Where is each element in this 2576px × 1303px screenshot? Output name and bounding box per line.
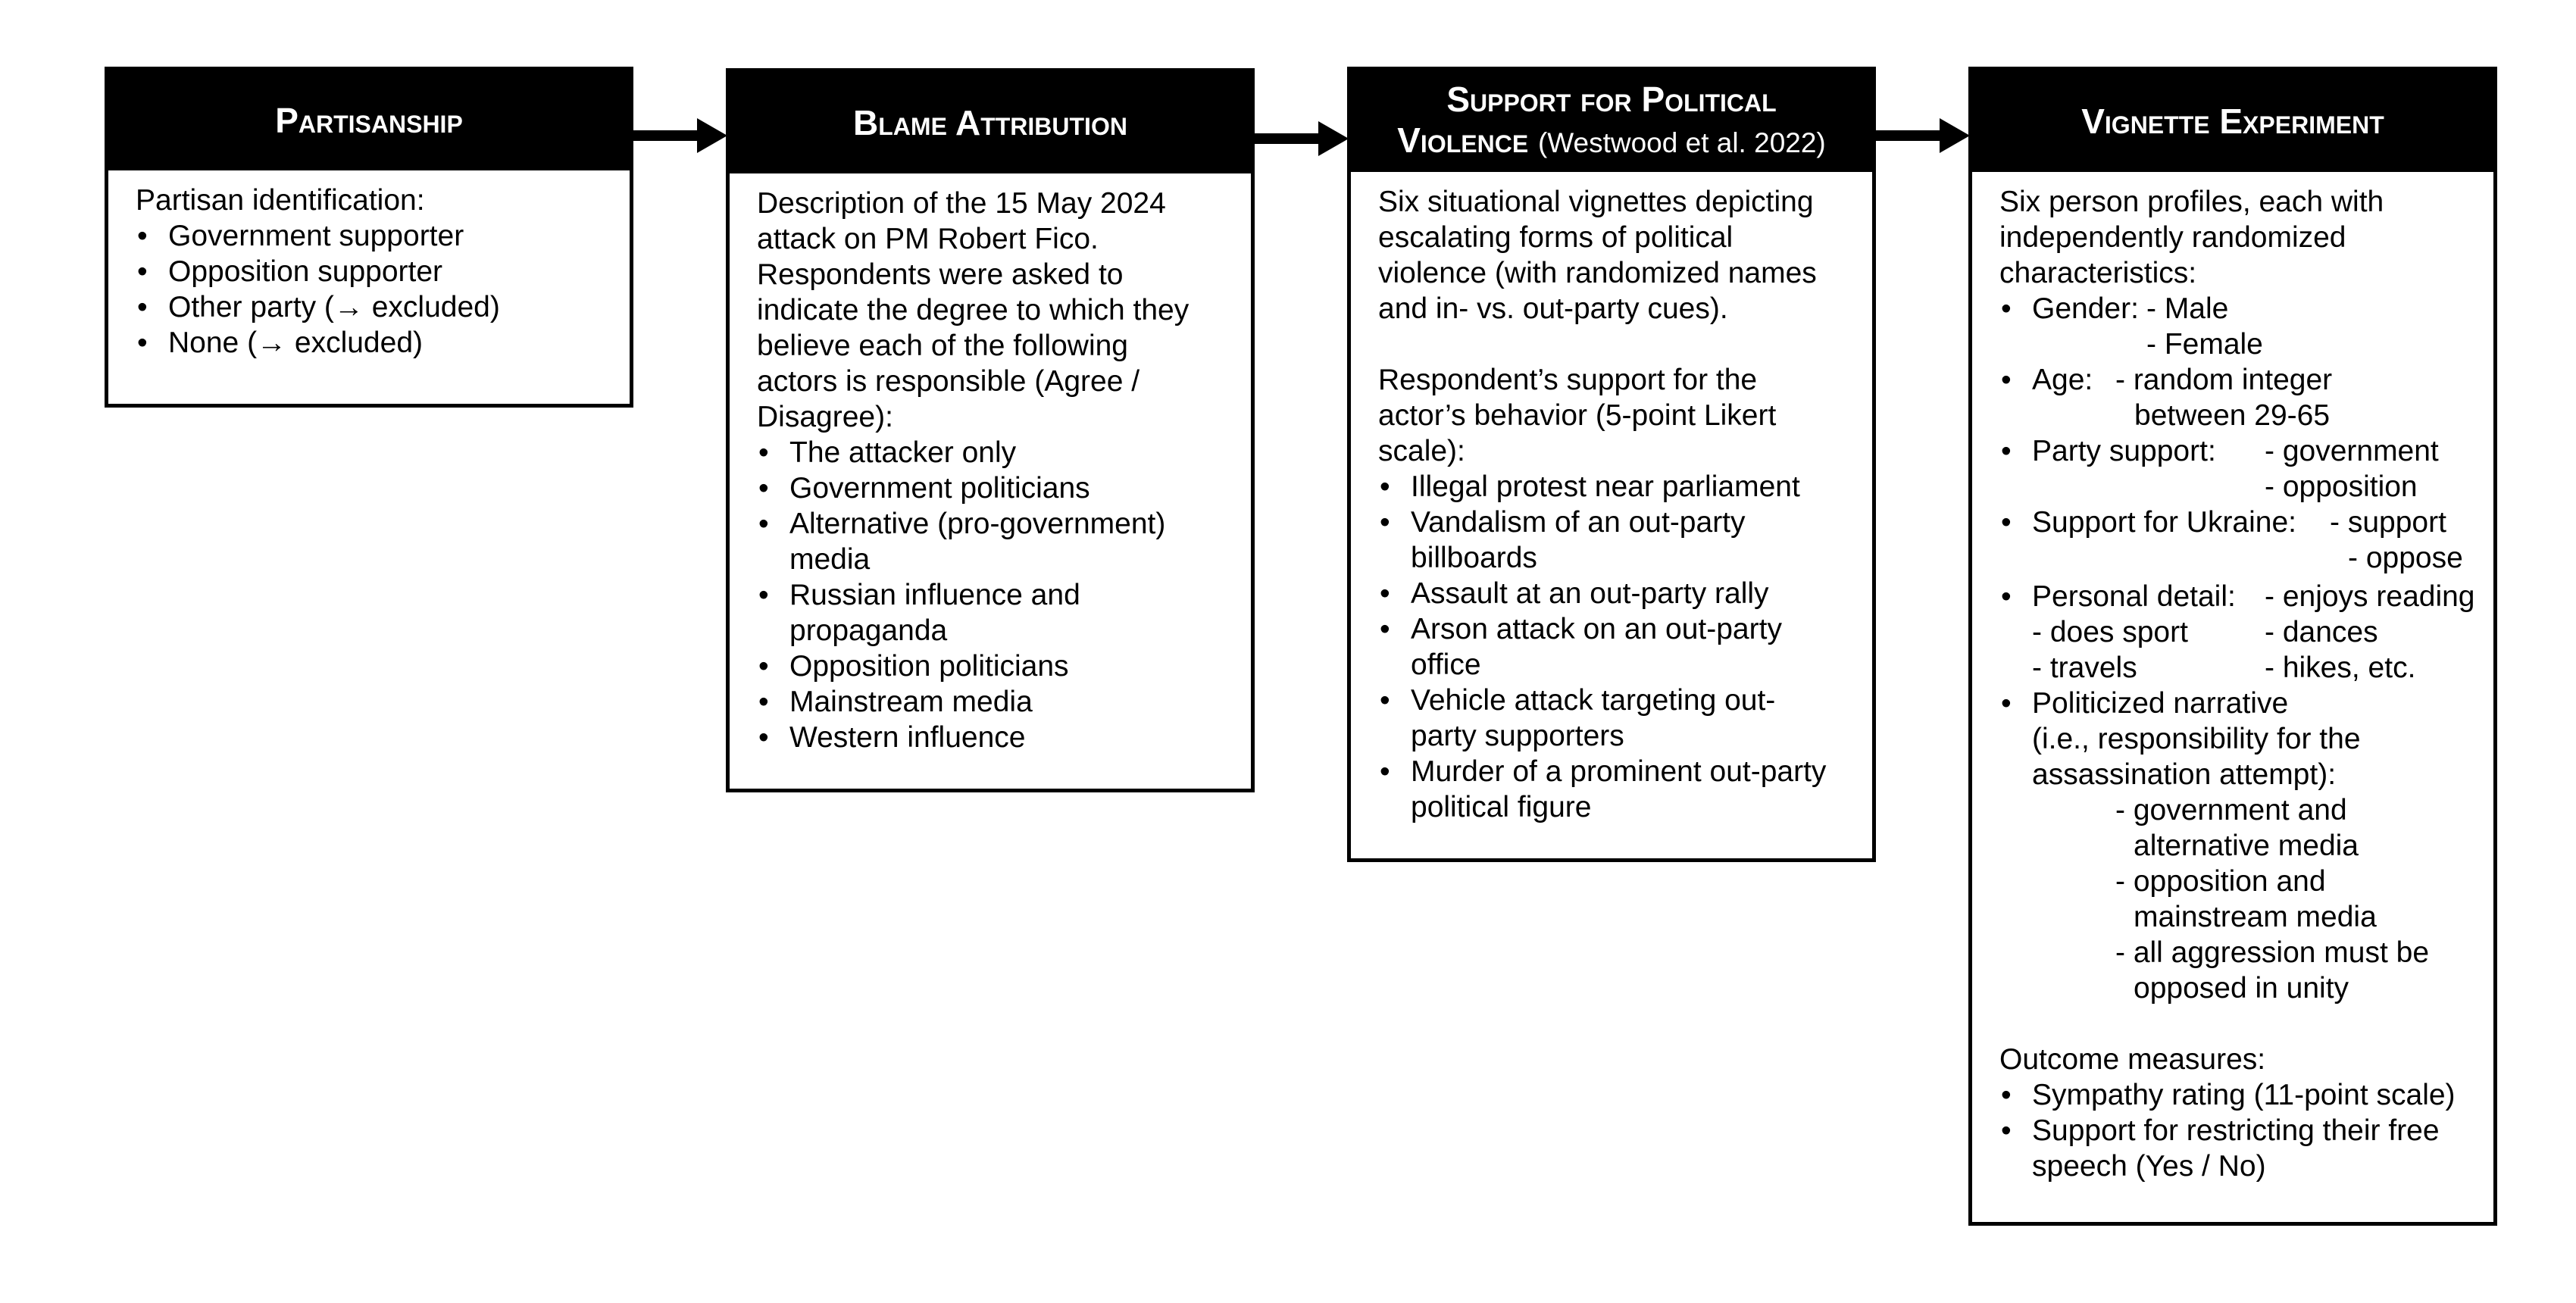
personal-detail-item: • Personal detail: - enjoys reading - does sport - dances - travels - hikes, etc.	[1999, 579, 2486, 686]
political-violence-header	[1351, 70, 1872, 172]
partisanship-body	[108, 170, 630, 361]
violence-vignette-list	[1378, 469, 1849, 825]
political-violence-title-line1: Support for Political	[1446, 80, 1777, 119]
partisanship-list	[136, 218, 607, 361]
list-item: • Other party (→ excluded)	[136, 289, 607, 325]
narrative-item: • Politicized narrative (i.e., responsibility for the assassination attempt): - government and alternative media - opposition and mainstream media - all aggression must be opposed in unity	[1999, 686, 2486, 1006]
list-item: • Assault at an out-party rally	[1378, 576, 1849, 611]
list-item: • Government supporter	[136, 218, 607, 254]
flow-arrow	[633, 124, 727, 147]
list-item: • Opposition supporter	[136, 254, 607, 289]
list-item: • The attacker only	[757, 435, 1228, 470]
list-item: • Vandalism of an out-party billboards	[1378, 505, 1849, 576]
vignette-experiment-box	[1968, 67, 2497, 1226]
list-item: • Support for restricting their free speech (Yes / No)	[1999, 1113, 2486, 1184]
blame-attribution-title: Blame Attribution	[853, 103, 1127, 142]
narrative-options: - government and alternative media - opposition and mainstream media - all aggression must be opposed in unity	[2115, 794, 2430, 1005]
list-item: • Sympathy rating (11-point scale)	[1999, 1077, 2486, 1113]
partisanship-box	[105, 67, 633, 408]
blame-actor-list	[757, 435, 1228, 755]
blame-attribution-header	[730, 72, 1251, 173]
violence-support-description: Respondent’s support for the actor’s behavior (5-point Likert scale):	[1378, 364, 1777, 467]
vignette-experiment-body	[1972, 172, 2493, 1184]
list-item: • Government politicians	[757, 470, 1228, 506]
blame-attribution-body	[730, 173, 1251, 755]
blame-attribution-box	[726, 68, 1255, 792]
list-item: • Murder of a prominent out-party political figure	[1378, 754, 1849, 825]
partisanship-title: Partisanship	[275, 101, 463, 140]
vignette-experiment-title: Vignette Experiment	[2081, 102, 2384, 141]
vignette-experiment-header	[1972, 70, 2493, 172]
flow-arrow	[1255, 127, 1349, 150]
political-violence-body	[1351, 172, 1872, 825]
gender-item: • Gender: - Male - Female	[1999, 291, 2486, 362]
outcome-measures-label: Outcome measures:	[1999, 1043, 2266, 1076]
political-violence-box	[1347, 67, 1876, 862]
vignette-characteristics-list	[1999, 291, 2486, 1006]
list-item: • Western influence	[757, 720, 1228, 755]
political-violence-title-line2: Violence (Westwood et al. 2022)	[1397, 120, 1826, 160]
list-item: • Opposition politicians	[757, 648, 1228, 684]
ukraine-support-item: • Support for Ukraine: - support - oppose	[1999, 505, 2486, 576]
age-item: • Age: - random integer between 29-65	[1999, 362, 2486, 433]
flow-arrow	[1876, 124, 1970, 147]
party-support-item: • Party support: - government - opposition	[1999, 433, 2486, 505]
partisanship-intro: Partisan identification:	[136, 184, 425, 217]
list-item: • Alternative (pro-government) media	[757, 506, 1228, 577]
list-item: • Illegal protest near parliament	[1378, 469, 1849, 505]
vignette-intro: Six person profiles, each with independently randomized characteristics:	[1999, 186, 2384, 289]
list-item: • Arson attack on an out-party office	[1378, 611, 1849, 683]
list-item: • Mainstream media	[757, 684, 1228, 720]
citation: (Westwood et al. 2022)	[1537, 127, 1826, 158]
list-item: • None (→ excluded)	[136, 325, 607, 361]
list-item: • Vehicle attack targeting out- party supporters	[1378, 683, 1849, 754]
list-item: • Russian influence and propaganda	[757, 577, 1228, 648]
blame-description: Description of the 15 May 2024 attack on PM Robert Fico. Respondents were asked to indicate the degree to which they believe each of the following actors is responsible (Agree / Disagree):	[757, 187, 1190, 433]
partisanship-header	[108, 70, 630, 170]
violence-intro: Six situational vignettes depicting escalating forms of political violence (with randomized names and in- vs. out-party cues).	[1378, 186, 1817, 325]
outcome-measures-list	[1999, 1077, 2486, 1184]
